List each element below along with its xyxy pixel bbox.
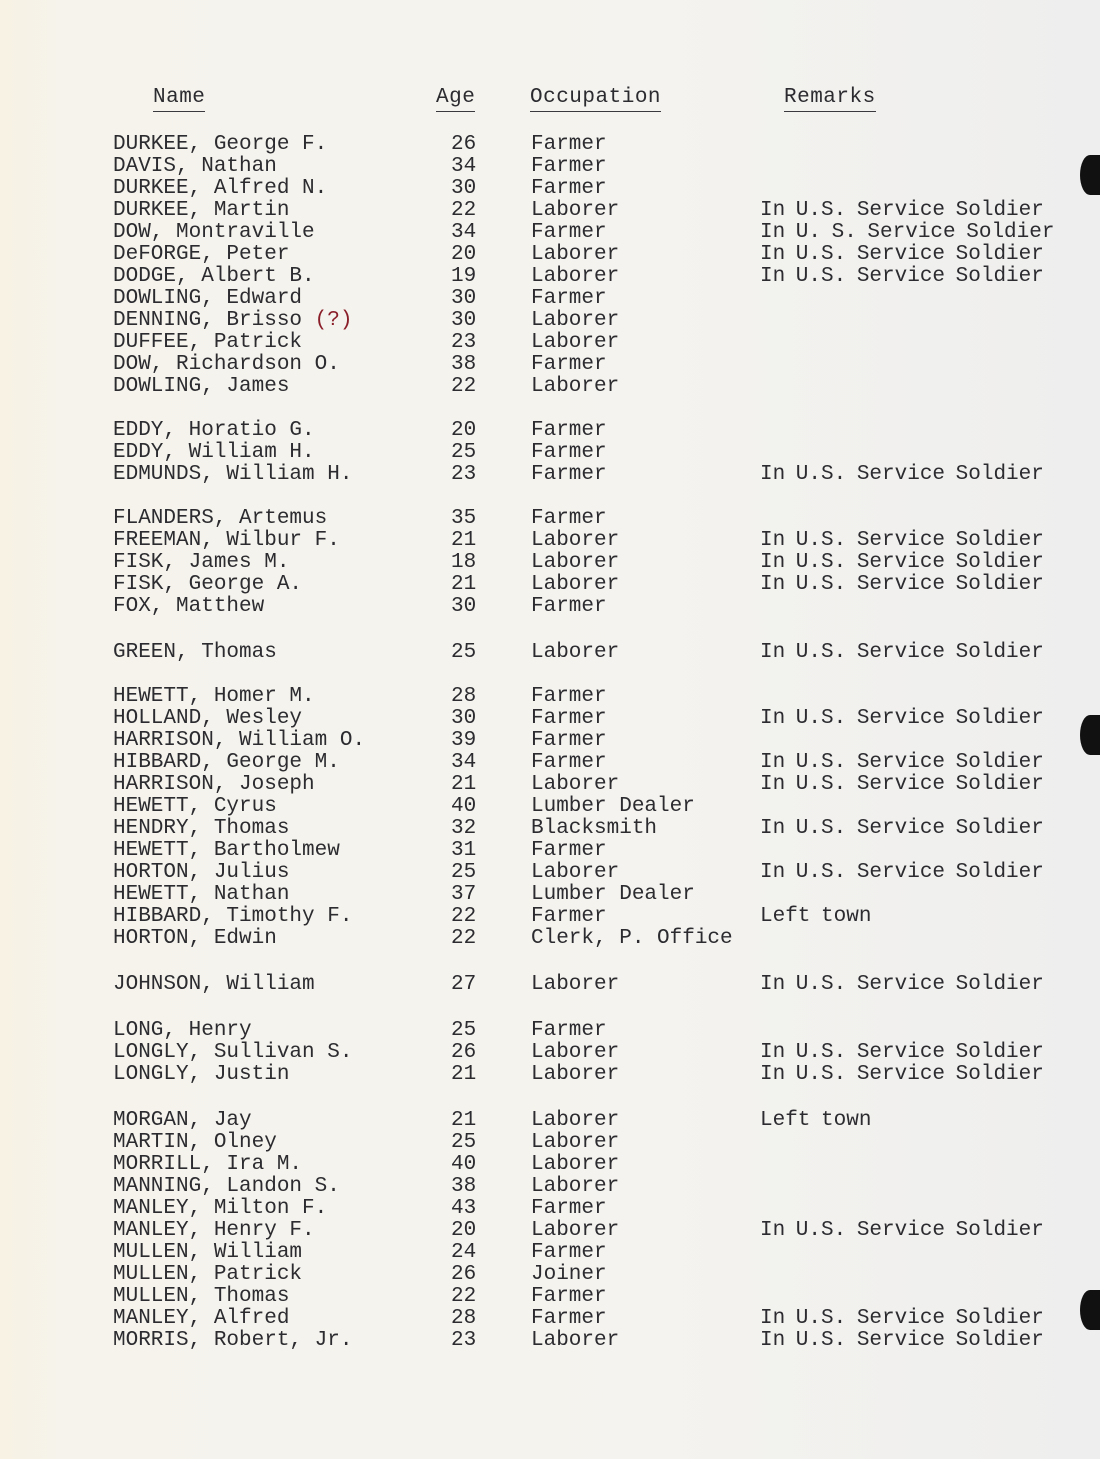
table-row (0, 818, 1100, 840)
table-row (0, 552, 1100, 574)
cell-occupation: Laborer (531, 265, 620, 288)
table-row (0, 1330, 1100, 1352)
cell-remarks: Left town (760, 905, 872, 928)
cell-name: HEWETT, Nathan (113, 883, 290, 906)
cell-occupation: Laborer (531, 973, 620, 996)
cell-remarks: In U.S. Service Soldier (760, 751, 1044, 774)
table-row (0, 928, 1100, 950)
cell-occupation: Laborer (531, 529, 620, 552)
table-row (0, 442, 1100, 464)
table-row (0, 1198, 1100, 1220)
cell-occupation: Farmer (531, 177, 607, 200)
table-row (0, 596, 1100, 618)
cell-name: MULLEN, William (113, 1241, 303, 1264)
cell-occupation: Farmer (531, 707, 607, 730)
cell-occupation: Clerk, P. Office (531, 927, 733, 950)
cell-occupation: Laborer (531, 1219, 620, 1242)
table-row (0, 288, 1100, 310)
cell-age: 30 (451, 309, 477, 332)
cell-age: 25 (451, 1131, 477, 1154)
cell-age: 23 (451, 463, 477, 486)
table-row (0, 774, 1100, 796)
cell-occupation: Lumber Dealer (531, 883, 695, 906)
cell-age: 21 (451, 573, 477, 596)
table-row (0, 1020, 1100, 1042)
cell-remarks: In U. S. Service Soldier (760, 221, 1055, 244)
table-row (0, 1154, 1100, 1176)
cell-name: MANLEY, Alfred (113, 1307, 290, 1330)
header-age: Age (436, 86, 475, 112)
cell-age: 25 (451, 1019, 477, 1042)
cell-age: 22 (451, 1285, 477, 1308)
cell-age: 21 (451, 1109, 477, 1132)
cell-name: DOW, Montraville (113, 221, 315, 244)
cell-remarks: Left town (760, 1109, 872, 1132)
cell-name: JOHNSON, William (113, 973, 315, 996)
cell-age: 31 (451, 839, 477, 862)
cell-occupation: Farmer (531, 839, 607, 862)
cell-name: MANNING, Landon S. (113, 1175, 340, 1198)
cell-age: 34 (451, 155, 477, 178)
cell-occupation: Farmer (531, 751, 607, 774)
cell-occupation: Farmer (531, 463, 607, 486)
cell-name: HEWETT, Bartholmew (113, 839, 340, 862)
table-row (0, 708, 1100, 730)
cell-age: 21 (451, 1063, 477, 1086)
cell-name: HIBBARD, George M. (113, 751, 340, 774)
header-occupation: Occupation (530, 86, 661, 112)
cell-name: LONGLY, Justin (113, 1063, 290, 1086)
cell-age: 39 (451, 729, 477, 752)
cell-occupation: Farmer (531, 1241, 607, 1264)
header-name: Name (153, 86, 205, 112)
cell-occupation: Farmer (531, 1019, 607, 1042)
cell-age: 25 (451, 861, 477, 884)
table-row (0, 906, 1100, 928)
cell-name: MORRIS, Robert, Jr. (113, 1329, 353, 1352)
table-row (0, 1286, 1100, 1308)
table-row (0, 752, 1100, 774)
cell-age: 28 (451, 1307, 477, 1330)
cell-age: 23 (451, 331, 477, 354)
cell-occupation: Farmer (531, 1197, 607, 1220)
cell-name: HOLLAND, Wesley (113, 707, 303, 730)
cell-remarks: In U.S. Service Soldier (760, 551, 1044, 574)
cell-age: 40 (451, 1153, 477, 1176)
table-row (0, 530, 1100, 552)
table-row (0, 508, 1100, 530)
cell-occupation: Farmer (531, 353, 607, 376)
cell-occupation: Farmer (531, 287, 607, 310)
cell-name: HIBBARD, Timothy F. (113, 905, 353, 928)
cell-remarks: In U.S. Service Soldier (760, 707, 1044, 730)
cell-age: 20 (451, 419, 477, 442)
cell-remarks: In U.S. Service Soldier (760, 973, 1044, 996)
cell-remarks: In U.S. Service Soldier (760, 199, 1044, 222)
table-row (0, 796, 1100, 818)
table-row (0, 222, 1100, 244)
cell-remarks: In U.S. Service Soldier (760, 529, 1044, 552)
cell-name: FREEMAN, Wilbur F. (113, 529, 340, 552)
cell-occupation: Laborer (531, 331, 620, 354)
cell-name: DODGE, Albert B. (113, 265, 315, 288)
table-row (0, 134, 1100, 156)
cell-age: 26 (451, 1041, 477, 1064)
cell-name: MORRILL, Ira M. (113, 1153, 303, 1176)
cell-remarks: In U.S. Service Soldier (760, 243, 1044, 266)
cell-age: 19 (451, 265, 477, 288)
cell-occupation: Farmer (531, 685, 607, 708)
table-row (0, 332, 1100, 354)
cell-occupation: Joiner (531, 1263, 607, 1286)
cell-age: 30 (451, 177, 477, 200)
cell-occupation: Laborer (531, 375, 620, 398)
table-row (0, 1176, 1100, 1198)
table-row (0, 354, 1100, 376)
table-row (0, 642, 1100, 664)
cell-name: HEWETT, Homer M. (113, 685, 315, 708)
table-row (0, 840, 1100, 862)
cell-name: DURKEE, Martin (113, 199, 290, 222)
cell-name: HORTON, Edwin (113, 927, 277, 950)
cell-name: HARRISON, Joseph (113, 773, 315, 796)
table-row (0, 574, 1100, 596)
table-row (0, 1110, 1100, 1132)
cell-age: 24 (451, 1241, 477, 1264)
cell-name: HEWETT, Cyrus (113, 795, 277, 818)
cell-name: LONGLY, Sullivan S. (113, 1041, 353, 1064)
cell-name: FOX, Matthew (113, 595, 265, 618)
cell-age: 22 (451, 905, 477, 928)
cell-name: DENNING, Brisso (?) (113, 309, 353, 332)
table-row (0, 200, 1100, 222)
cell-name: FLANDERS, Artemus (113, 507, 328, 530)
table-row (0, 1242, 1100, 1264)
cell-remarks: In U.S. Service Soldier (760, 1219, 1044, 1242)
cell-age: 21 (451, 529, 477, 552)
cell-name: MULLEN, Patrick (113, 1263, 303, 1286)
cell-occupation: Farmer (531, 595, 607, 618)
cell-occupation: Farmer (531, 155, 607, 178)
cell-age: 18 (451, 551, 477, 574)
cell-remarks: In U.S. Service Soldier (760, 265, 1044, 288)
cell-occupation: Laborer (531, 1153, 620, 1176)
cell-name: HENDRY, Thomas (113, 817, 290, 840)
table-row (0, 1042, 1100, 1064)
cell-age: 25 (451, 641, 477, 664)
table-row (0, 178, 1100, 200)
cell-name: DURKEE, Alfred N. (113, 177, 328, 200)
cell-age: 22 (451, 375, 477, 398)
cell-occupation: Farmer (531, 1307, 607, 1330)
cell-age: 30 (451, 287, 477, 310)
cell-occupation: Farmer (531, 441, 607, 464)
cell-name: HORTON, Julius (113, 861, 290, 884)
cell-occupation: Laborer (531, 1131, 620, 1154)
cell-occupation: Laborer (531, 861, 620, 884)
cell-age: 27 (451, 973, 477, 996)
table-row (0, 1132, 1100, 1154)
table-row (0, 156, 1100, 178)
cell-age: 26 (451, 133, 477, 156)
cell-occupation: Farmer (531, 729, 607, 752)
cell-name: DeFORGE, Peter (113, 243, 290, 266)
table-row (0, 862, 1100, 884)
cell-remarks: In U.S. Service Soldier (760, 641, 1044, 664)
cell-name: EDMUNDS, William H. (113, 463, 353, 486)
cell-occupation: Laborer (531, 1041, 620, 1064)
cell-age: 22 (451, 199, 477, 222)
cell-remarks: In U.S. Service Soldier (760, 1329, 1044, 1352)
table-row (0, 244, 1100, 266)
cell-age: 40 (451, 795, 477, 818)
cell-age: 21 (451, 773, 477, 796)
cell-age: 32 (451, 817, 477, 840)
cell-occupation: Laborer (531, 573, 620, 596)
cell-name: FISK, George A. (113, 573, 303, 596)
cell-occupation: Laborer (531, 1329, 620, 1352)
cell-name: GREEN, Thomas (113, 641, 277, 664)
cell-name: MANLEY, Milton F. (113, 1197, 328, 1220)
cell-occupation: Farmer (531, 419, 607, 442)
table-row (0, 310, 1100, 332)
cell-occupation: Laborer (531, 773, 620, 796)
cell-name: MORGAN, Jay (113, 1109, 252, 1132)
table-row (0, 464, 1100, 486)
cell-occupation: Laborer (531, 1175, 620, 1198)
table-row (0, 884, 1100, 906)
table-row (0, 1220, 1100, 1242)
cell-age: 23 (451, 1329, 477, 1352)
cell-name: MULLEN, Thomas (113, 1285, 290, 1308)
table-row (0, 686, 1100, 708)
cell-name: EDDY, Horatio G. (113, 419, 315, 442)
cell-remarks: In U.S. Service Soldier (760, 1307, 1044, 1330)
cell-remarks: In U.S. Service Soldier (760, 1041, 1044, 1064)
cell-age: 28 (451, 685, 477, 708)
cell-age: 22 (451, 927, 477, 950)
cell-occupation: Laborer (531, 199, 620, 222)
cell-age: 20 (451, 1219, 477, 1242)
cell-occupation: Farmer (531, 1285, 607, 1308)
table-row (0, 266, 1100, 288)
cell-name: DAVIS, Nathan (113, 155, 277, 178)
cell-occupation: Blacksmith (531, 817, 658, 840)
cell-age: 37 (451, 883, 477, 906)
cell-age: 30 (451, 595, 477, 618)
cell-age: 34 (451, 221, 477, 244)
table-row (0, 420, 1100, 442)
cell-age: 43 (451, 1197, 477, 1220)
cell-remarks: In U.S. Service Soldier (760, 1063, 1044, 1086)
uncertain-note: (?) (302, 309, 353, 332)
table-row (0, 730, 1100, 752)
cell-name: DOWLING, Edward (113, 287, 303, 310)
cell-name: MARTIN, Olney (113, 1131, 277, 1154)
cell-name: LONG, Henry (113, 1019, 252, 1042)
cell-occupation: Laborer (531, 309, 620, 332)
cell-remarks: In U.S. Service Soldier (760, 817, 1044, 840)
cell-occupation: Laborer (531, 1063, 620, 1086)
cell-age: 38 (451, 1175, 477, 1198)
cell-age: 38 (451, 353, 477, 376)
cell-remarks: In U.S. Service Soldier (760, 463, 1044, 486)
cell-age: 35 (451, 507, 477, 530)
cell-occupation: Lumber Dealer (531, 795, 695, 818)
cell-age: 20 (451, 243, 477, 266)
cell-name: DURKEE, George F. (113, 133, 328, 156)
cell-age: 25 (451, 441, 477, 464)
table-row (0, 1308, 1100, 1330)
table-row (0, 1264, 1100, 1286)
cell-occupation: Laborer (531, 551, 620, 574)
cell-age: 30 (451, 707, 477, 730)
table-row (0, 974, 1100, 996)
cell-occupation: Farmer (531, 905, 607, 928)
cell-name: DOWLING, James (113, 375, 290, 398)
cell-name: MANLEY, Henry F. (113, 1219, 315, 1242)
table-row (0, 1064, 1100, 1086)
cell-age: 26 (451, 1263, 477, 1286)
cell-name: HARRISON, William O. (113, 729, 366, 752)
cell-remarks: In U.S. Service Soldier (760, 861, 1044, 884)
cell-name: DOW, Richardson O. (113, 353, 340, 376)
cell-remarks: In U.S. Service Soldier (760, 573, 1044, 596)
cell-name: FISK, James M. (113, 551, 290, 574)
cell-occupation: Laborer (531, 243, 620, 266)
cell-occupation: Laborer (531, 641, 620, 664)
cell-occupation: Farmer (531, 507, 607, 530)
cell-remarks: In U.S. Service Soldier (760, 773, 1044, 796)
cell-name: DUFFEE, Patrick (113, 331, 303, 354)
cell-occupation: Laborer (531, 1109, 620, 1132)
cell-age: 34 (451, 751, 477, 774)
cell-name: EDDY, William H. (113, 441, 315, 464)
table-row (0, 376, 1100, 398)
cell-occupation: Farmer (531, 221, 607, 244)
header-remarks: Remarks (784, 86, 876, 112)
cell-occupation: Farmer (531, 133, 607, 156)
